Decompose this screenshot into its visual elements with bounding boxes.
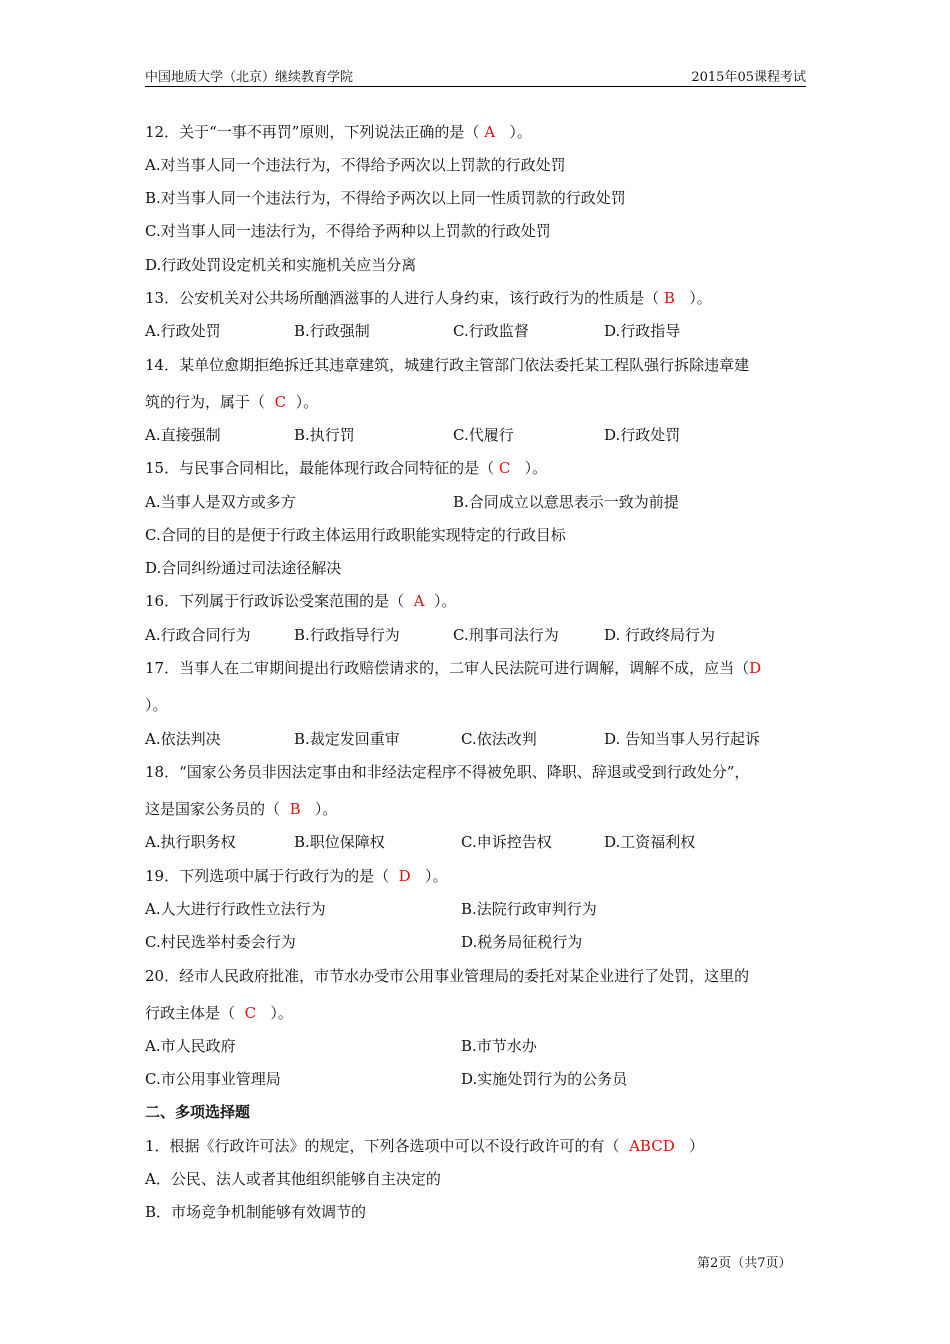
header-school: 中国地质大学（北京）继续教育学院 [145, 70, 354, 85]
answer-14: C [274, 393, 287, 411]
q18-option-d: D.工资福利权 [604, 833, 696, 851]
m1-option-b: B．市场竞争机制能够有效调节的 [145, 1203, 367, 1221]
question-16-stem: 16．下列属于行政诉讼受案范围的是（ A ）。 [145, 592, 457, 610]
q19-option-b: B.法院行政审判行为 [461, 900, 597, 918]
q16-option-a: A.行政合同行为 [145, 626, 251, 644]
question-18-stem-line1: 18．“国家公务员非因法定事由和非经法定程序不得被免职、降职、辞退或受到行政处分”， [145, 763, 750, 781]
q16-option-c: C.刑事司法行为 [453, 626, 559, 644]
q17-option-c: C.依法改判 [461, 730, 537, 748]
answer-19: D [398, 867, 411, 885]
question-12-stem: 12．关于“一事不再罚”原则，下列说法正确的是（ A ）。 [145, 123, 532, 141]
multi-question-1-stem: 1．根据《行政许可法》的规定，下列各选项中可以不设行政许可的有（ ABCD ） [145, 1137, 705, 1155]
question-17-stem-line1: 17．当事人在二审期间提出行政赔偿请求的，二审人民法院可进行调解，调解不成，应当（D [145, 659, 762, 677]
q15-option-d: D.合同纠纷通过司法途径解决 [145, 559, 342, 577]
m1-option-a: A．公民、法人或者其他组织能够自主决定的 [145, 1170, 441, 1188]
question-20-stem-line1: 20．经市人民政府批准，市节水办受市公用事业管理局的委托对某企业进行了处罚，这里的 [145, 967, 750, 985]
q12-option-a: A.对当事人同一个违法行为，不得给予两次以上罚款的行政处罚 [145, 156, 566, 174]
q14-option-b: B.执行罚 [294, 426, 355, 444]
answer-multi-1: ABCD [629, 1137, 675, 1155]
answer-20: C [244, 1004, 257, 1022]
q13-option-a: A.行政处罚 [145, 322, 221, 340]
answer-15: C [498, 459, 511, 477]
q19-option-a: A.人大进行行政性立法行为 [145, 900, 326, 918]
q16-option-b: B.行政指导行为 [294, 626, 400, 644]
q13-option-b: B.行政强制 [294, 322, 370, 340]
question-13-stem: 13．公安机关对公共场所酗酒滋事的人进行人身约束，该行政行为的性质是（ B ）。 [145, 289, 712, 307]
q12-option-c: C.对当事人同一违法行为，不得给予两种以上罚款的行政处罚 [145, 222, 551, 240]
q18-option-c: C.申诉控告权 [461, 833, 552, 851]
q20-option-c: C.市公用事业管理局 [145, 1070, 281, 1088]
header-exam: 2015年05课程考试 [691, 70, 806, 85]
answer-12: A [484, 123, 496, 141]
q16-option-d: D. 行政终局行为 [604, 626, 716, 644]
answer-13: B [663, 289, 675, 307]
section-2-title: 二、多项选择题 [145, 1103, 251, 1121]
question-14-stem-line2: 筑的行为，属于（ C ）。 [145, 393, 319, 411]
question-20-stem-line2: 行政主体是（ C ）。 [145, 1004, 293, 1022]
question-17-stem-line2: ）。 [145, 696, 168, 714]
q18-option-a: A.执行职务权 [145, 833, 236, 851]
q20-option-b: B.市节水办 [461, 1037, 537, 1055]
q14-option-a: A.直接强制 [145, 426, 221, 444]
answer-16: A [413, 592, 425, 610]
answer-17: D [749, 659, 762, 677]
q20-option-d: D.实施处罚行为的公务员 [461, 1070, 628, 1088]
q17-option-a: A.依法判决 [145, 730, 221, 748]
q15-option-b: B.合同成立以意思表示一致为前提 [453, 493, 679, 511]
q14-option-d: D.行政处罚 [604, 426, 681, 444]
question-18-stem-line2: 这是国家公务员的（ B ）。 [145, 800, 338, 818]
q18-option-b: B.职位保障权 [294, 833, 385, 851]
q15-option-c: C.合同的目的是便于行政主体运用行政职能实现特定的行政目标 [145, 526, 566, 544]
question-19-stem: 19．下列选项中属于行政行为的是（ D ）。 [145, 867, 448, 885]
q19-option-c: C.村民选举村委会行为 [145, 933, 296, 951]
q17-option-b: B.裁定发回重审 [294, 730, 400, 748]
q17-option-d: D. 告知当事人另行起诉 [604, 730, 761, 748]
q19-option-d: D.税务局征税行为 [461, 933, 583, 951]
question-15-stem: 15．与民事合同相比，最能体现行政合同特征的是（ C ）。 [145, 459, 548, 477]
q12-option-b: B.对当事人同一个违法行为，不得给予两次以上同一性质罚款的行政处罚 [145, 189, 626, 207]
page-header [145, 64, 806, 87]
q15-option-a: A.当事人是双方或多方 [145, 493, 296, 511]
page-number: 第2页（共7页） [697, 1256, 792, 1271]
q12-option-d: D.行政处罚设定机关和实施机关应当分离 [145, 256, 417, 274]
q20-option-a: A.市人民政府 [145, 1037, 236, 1055]
q14-option-c: C.代履行 [453, 426, 514, 444]
q13-option-c: C.行政监督 [453, 322, 529, 340]
question-14-stem-line1: 14．某单位愈期拒绝拆迁其违章建筑，城建行政主管部门依法委托某工程队强行拆除违章建 [145, 356, 750, 374]
answer-18: B [289, 800, 301, 818]
q13-option-d: D.行政指导 [604, 322, 681, 340]
